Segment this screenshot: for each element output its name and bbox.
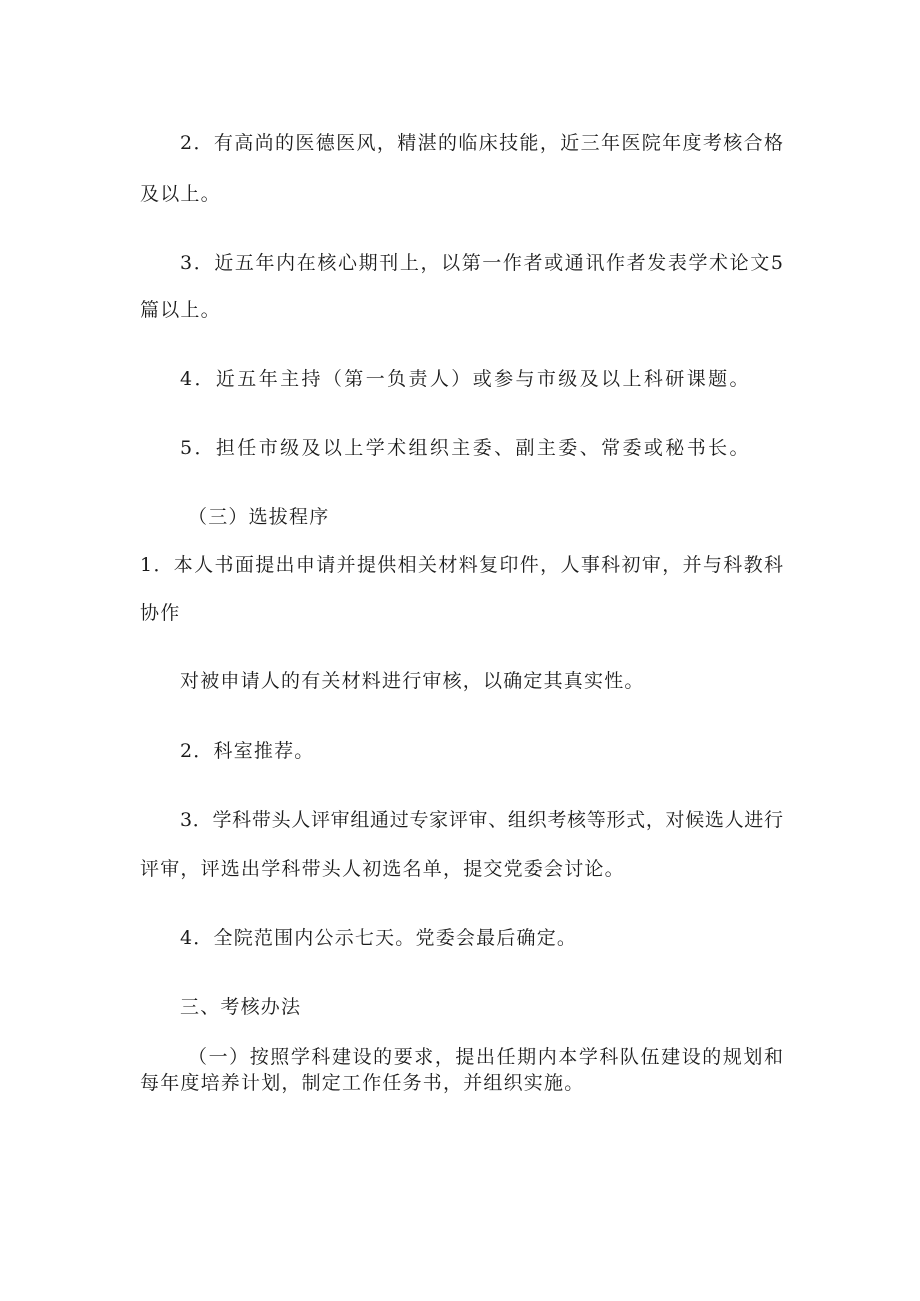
paragraph-qualification-2-line-2: 及以上。 [140,183,221,205]
paragraph-qualification-4: 4．近五年主持（第一负责人）或参与市级及以上科研课题。 [180,368,751,390]
paragraph-assessment-1-line-1: （一）按照学科建设的要求，提出任期内本学科队伍建设的规划和 [188,1046,783,1068]
paragraph-procedure-1-line-1: 1．本人书面提出申请并提供相关材料复印件，人事科初审，并与科教科 [140,554,783,576]
paragraph-procedure-1-line-2: 协作 [140,602,181,624]
paragraph-qualification-3-line-2: 篇以上。 [140,299,221,321]
paragraph-procedure-4: 4．全院范围内公示七天。党委会最后确定。 [180,927,578,949]
paragraph-qualification-5: 5．担任市级及以上学术组织主委、副主委、常委或秘书长。 [180,437,751,459]
paragraph-procedure-3-line-2: 评审，评选出学科带头人初选名单，提交党委会讨论。 [140,858,625,880]
section-heading-assessment-method: 三、考核办法 [180,996,302,1018]
paragraph-procedure-1-line-3: 对被申请人的有关材料进行审核，以确定其真实性。 [180,670,645,692]
paragraph-assessment-1-line-2: 每年度培养计划，制定工作任务书，并组织实施。 [140,1072,585,1094]
paragraph-qualification-3-line-1: 3．近五年内在核心期刊上，以第一作者或通讯作者发表学术论文5 [180,252,783,274]
paragraph-procedure-2: 2．科室推荐。 [180,740,315,762]
paragraph-qualification-2-line-1: 2．有高尚的医德医风，精湛的临床技能，近三年医院年度考核合格 [180,132,783,154]
section-heading-selection-procedure: （三）选拔程序 [188,506,330,528]
paragraph-procedure-3-line-1: 3．学科带头人评审组通过专家评审、组织考核等形式，对候选人进行 [180,809,783,831]
